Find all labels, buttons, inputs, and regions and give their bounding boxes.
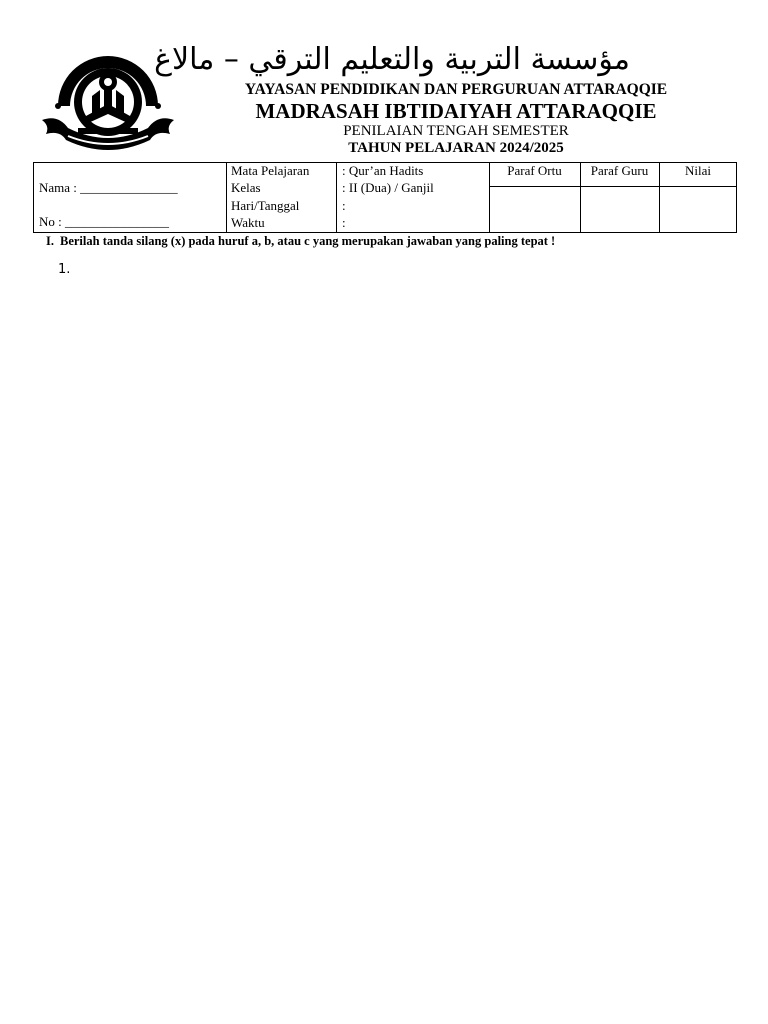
subject-label: Mata Pelajaran: [231, 163, 310, 178]
foundation-name: YAYASAN PENDIDIKAN DAN PERGURUAN ATTARAQQIE: [244, 81, 668, 98]
number-field[interactable]: No : ________________: [39, 214, 169, 229]
time-label: Waktu: [231, 215, 265, 230]
instruction-text: Berilah tanda silang (x) pada huruf a, b, atau c yang merupakan jawaban yang paling tepat !: [60, 234, 556, 248]
question-number: 1.: [58, 262, 71, 277]
student-info-table: [33, 162, 737, 233]
table-divider: [336, 163, 337, 232]
school-name: MADRASAH IBTIDAIYAH ATTARAQQIE: [255, 99, 657, 123]
teacher-signature-box[interactable]: [581, 187, 658, 233]
class-value: : II (Dua) / Ganjil: [342, 180, 434, 195]
parent-signature-header: Paraf Ortu: [507, 163, 562, 178]
instruction-line: [46, 233, 555, 249]
instruction-number: I.: [46, 234, 54, 248]
question-item: [58, 262, 70, 278]
class-label: Kelas: [231, 180, 261, 195]
day-date-label: Hari/Tanggal: [231, 198, 300, 213]
teacher-signature-header: Paraf Guru: [590, 163, 649, 178]
parent-signature-box[interactable]: [490, 187, 579, 233]
score-header: Nilai: [685, 163, 711, 178]
time-value[interactable]: :: [342, 215, 346, 230]
table-divider: [226, 163, 227, 232]
academic-year: TAHUN PELAJARAN 2024/2025: [348, 140, 564, 156]
score-box[interactable]: [660, 187, 736, 233]
subject-value: : Qur’an Hadits: [342, 163, 424, 178]
exam-title: PENILAIAN TENGAH SEMESTER: [343, 123, 569, 139]
name-field[interactable]: Nama : _______________: [39, 180, 178, 195]
arabic-title: مؤسسة التربية والتعليم الترقي – مالاغ: [154, 42, 630, 77]
day-date-value[interactable]: :: [342, 198, 346, 213]
